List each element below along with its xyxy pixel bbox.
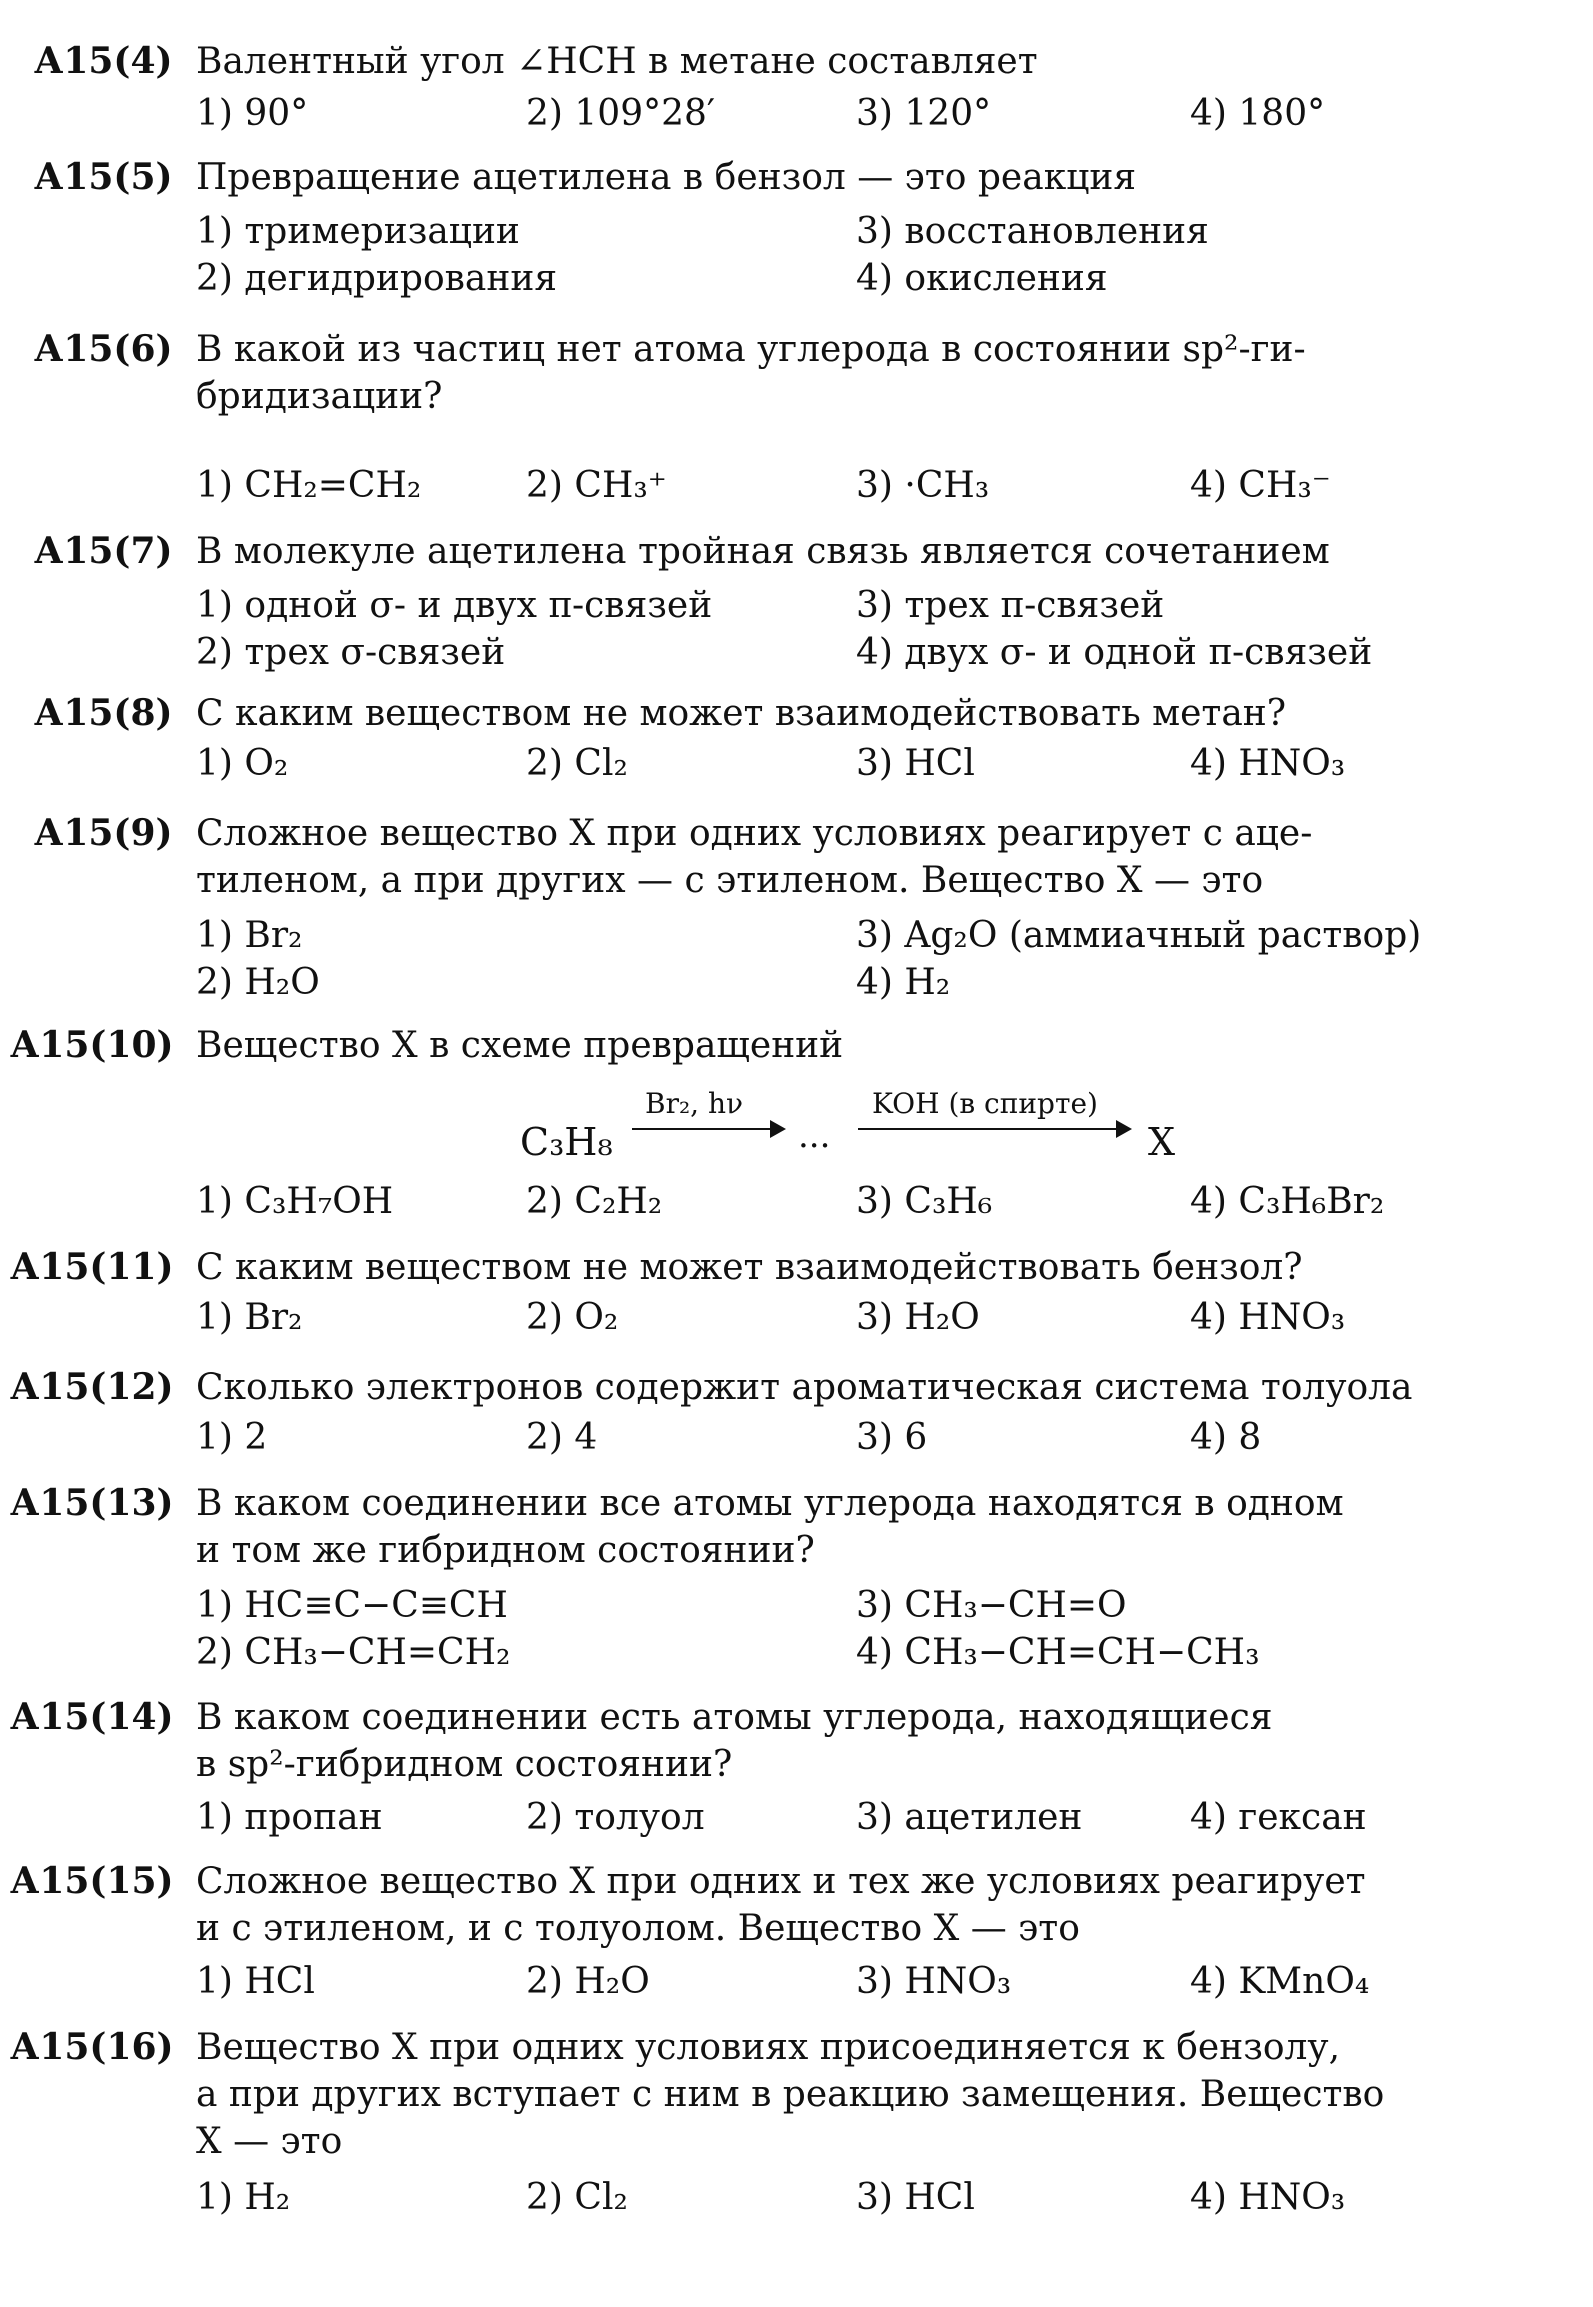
answer-option: 1) O₂ [196, 743, 289, 784]
scheme-end: X [1148, 1120, 1176, 1164]
answer-option: 4) 180° [1190, 93, 1326, 134]
answer-option: 4) окисления [856, 258, 1108, 299]
answer-option: 3) HCl [856, 743, 975, 784]
answer-option: 2) толуол [526, 1797, 705, 1838]
answer-option: 2) дегидрирования [196, 258, 558, 299]
question-stem: Вещество X при одних условиях присоединяется к бензолу, [196, 2027, 1341, 2068]
answer-option: 2) трех σ-связей [196, 632, 506, 673]
answer-option: 4) C₃H₆Br₂ [1190, 1181, 1385, 1222]
question-number: А15(7) [34, 530, 173, 572]
question-stem: С каким веществом не может взаимодействовать метан? [196, 693, 1287, 734]
answer-option: 4) KMnO₄ [1190, 1961, 1370, 2002]
answer-option: 1) 90° [196, 93, 309, 134]
answer-option: 1) C₃H₇OH [196, 1181, 394, 1222]
scheme-arrow-2 [858, 1128, 1128, 1130]
question-stem: Превращение ацетилена в бензол — это реакция [196, 157, 1137, 198]
answer-option: 2) 4 [526, 1417, 598, 1458]
question-stem: а при других вступает с ним в реакцию замещения. Вещество [196, 2074, 1385, 2115]
question-number: А15(13) [10, 1482, 174, 1524]
answer-option: 2) Cl₂ [526, 2177, 628, 2218]
question-stem: В каком соединении все атомы углерода находятся в одном [196, 1483, 1344, 1524]
answer-option: 2) Cl₂ [526, 743, 628, 784]
question-number: А15(10) [10, 1024, 174, 1066]
answer-option: 3) ·CH₃ [856, 465, 990, 506]
scheme-condition-1: Br₂, hν [645, 1087, 744, 1120]
question-number: А15(6) [34, 328, 173, 370]
answer-option: 3) восстановления [856, 211, 1209, 252]
question-number: А15(15) [10, 1860, 174, 1902]
answer-option: 1) Br₂ [196, 1297, 303, 1338]
answer-option: 4) двух σ- и одной π-связей [856, 632, 1373, 673]
question-stem: X — это [196, 2121, 343, 2162]
answer-option: 2) 109°28′ [526, 93, 716, 134]
question-number: А15(8) [34, 692, 173, 734]
reaction-scheme [520, 1080, 1200, 1170]
answer-option: 3) ацетилен [856, 1797, 1083, 1838]
answer-option: 4) гексан [1190, 1797, 1367, 1838]
answer-option: 4) HNO₃ [1190, 2177, 1346, 2218]
answer-option: 1) HCl [196, 1961, 315, 2002]
question-number: А15(16) [10, 2026, 174, 2068]
answer-option: 3) H₂O [856, 1297, 980, 1338]
answer-option: 2) H₂O [196, 962, 320, 1003]
question-stem: В каком соединении есть атомы углерода, находящиеся [196, 1697, 1273, 1738]
question-number: А15(11) [10, 1246, 174, 1288]
answer-option: 4) 8 [1190, 1417, 1262, 1458]
answer-option: 3) 6 [856, 1417, 928, 1458]
question-stem: бридизации? [196, 376, 443, 417]
answer-option: 2) H₂O [526, 1961, 650, 2002]
answer-option: 1) тримеризации [196, 211, 520, 252]
answer-option: 1) пропан [196, 1797, 383, 1838]
answer-option: 2) CH₃⁺ [526, 465, 667, 506]
answer-option: 4) CH₃−CH=CH−CH₃ [856, 1632, 1260, 1673]
question-number: А15(5) [34, 156, 173, 198]
question-stem: Сложное вещество X при одних и тех же условиях реагирует [196, 1861, 1366, 1902]
question-stem: Сколько электронов содержит ароматическая система толуола [196, 1367, 1413, 1408]
answer-option: 1) 2 [196, 1417, 268, 1458]
question-stem: Вещество X в схеме превращений [196, 1025, 844, 1066]
answer-option: 3) 120° [856, 93, 992, 134]
answer-option: 2) CH₃−CH=CH₂ [196, 1632, 511, 1673]
answer-option: 4) HNO₃ [1190, 743, 1346, 784]
answer-option: 1) CH₂=CH₂ [196, 465, 422, 506]
answer-option: 3) CH₃−CH=O [856, 1585, 1127, 1626]
answer-option: 3) HNO₃ [856, 1961, 1012, 2002]
answer-option: 4) H₂ [856, 962, 951, 1003]
answer-option: 3) трех π-связей [856, 585, 1165, 626]
answer-option: 2) C₂H₂ [526, 1181, 663, 1222]
answer-option: 1) Br₂ [196, 915, 303, 956]
answer-option: 3) C₃H₆ [856, 1181, 993, 1222]
question-number: А15(9) [34, 812, 173, 854]
scheme-arrow-1 [632, 1128, 782, 1130]
question-stem: Валентный угол ∠HCH в метане составляет [196, 41, 1038, 82]
question-stem: и с этиленом, и с толуолом. Вещество X — это [196, 1908, 1080, 1949]
question-stem: В молекуле ацетилена тройная связь является сочетанием [196, 531, 1330, 572]
answer-option: 4) CH₃⁻ [1190, 465, 1331, 506]
question-stem: в sp²-гибридном состоянии? [196, 1744, 733, 1785]
answer-option: 1) одной σ- и двух π-связей [196, 585, 713, 626]
question-stem: Сложное вещество X при одних условиях реагирует с аце- [196, 813, 1313, 854]
answer-option: 3) Ag₂O (аммиачный раствор) [856, 915, 1422, 956]
question-number: А15(12) [10, 1366, 174, 1408]
answer-option: 4) HNO₃ [1190, 1297, 1346, 1338]
question-stem: и том же гибридном состоянии? [196, 1530, 815, 1571]
question-number: А15(4) [34, 40, 173, 82]
scheme-intermediate: ... [798, 1116, 831, 1156]
question-number: А15(14) [10, 1696, 174, 1738]
question-stem: С каким веществом не может взаимодействовать бензол? [196, 1247, 1303, 1288]
answer-option: 3) HCl [856, 2177, 975, 2218]
scheme-start: C₃H₈ [520, 1120, 613, 1164]
answer-option: 2) O₂ [526, 1297, 619, 1338]
scheme-condition-2: KOH (в спирте) [872, 1087, 1098, 1120]
question-stem: тиленом, а при других — с этиленом. Вещество X — это [196, 860, 1264, 901]
answer-option: 1) H₂ [196, 2177, 291, 2218]
question-stem: В какой из частиц нет атома углерода в состоянии sp²-ги- [196, 329, 1306, 370]
answer-option: 1) HC≡C−C≡CH [196, 1585, 508, 1626]
